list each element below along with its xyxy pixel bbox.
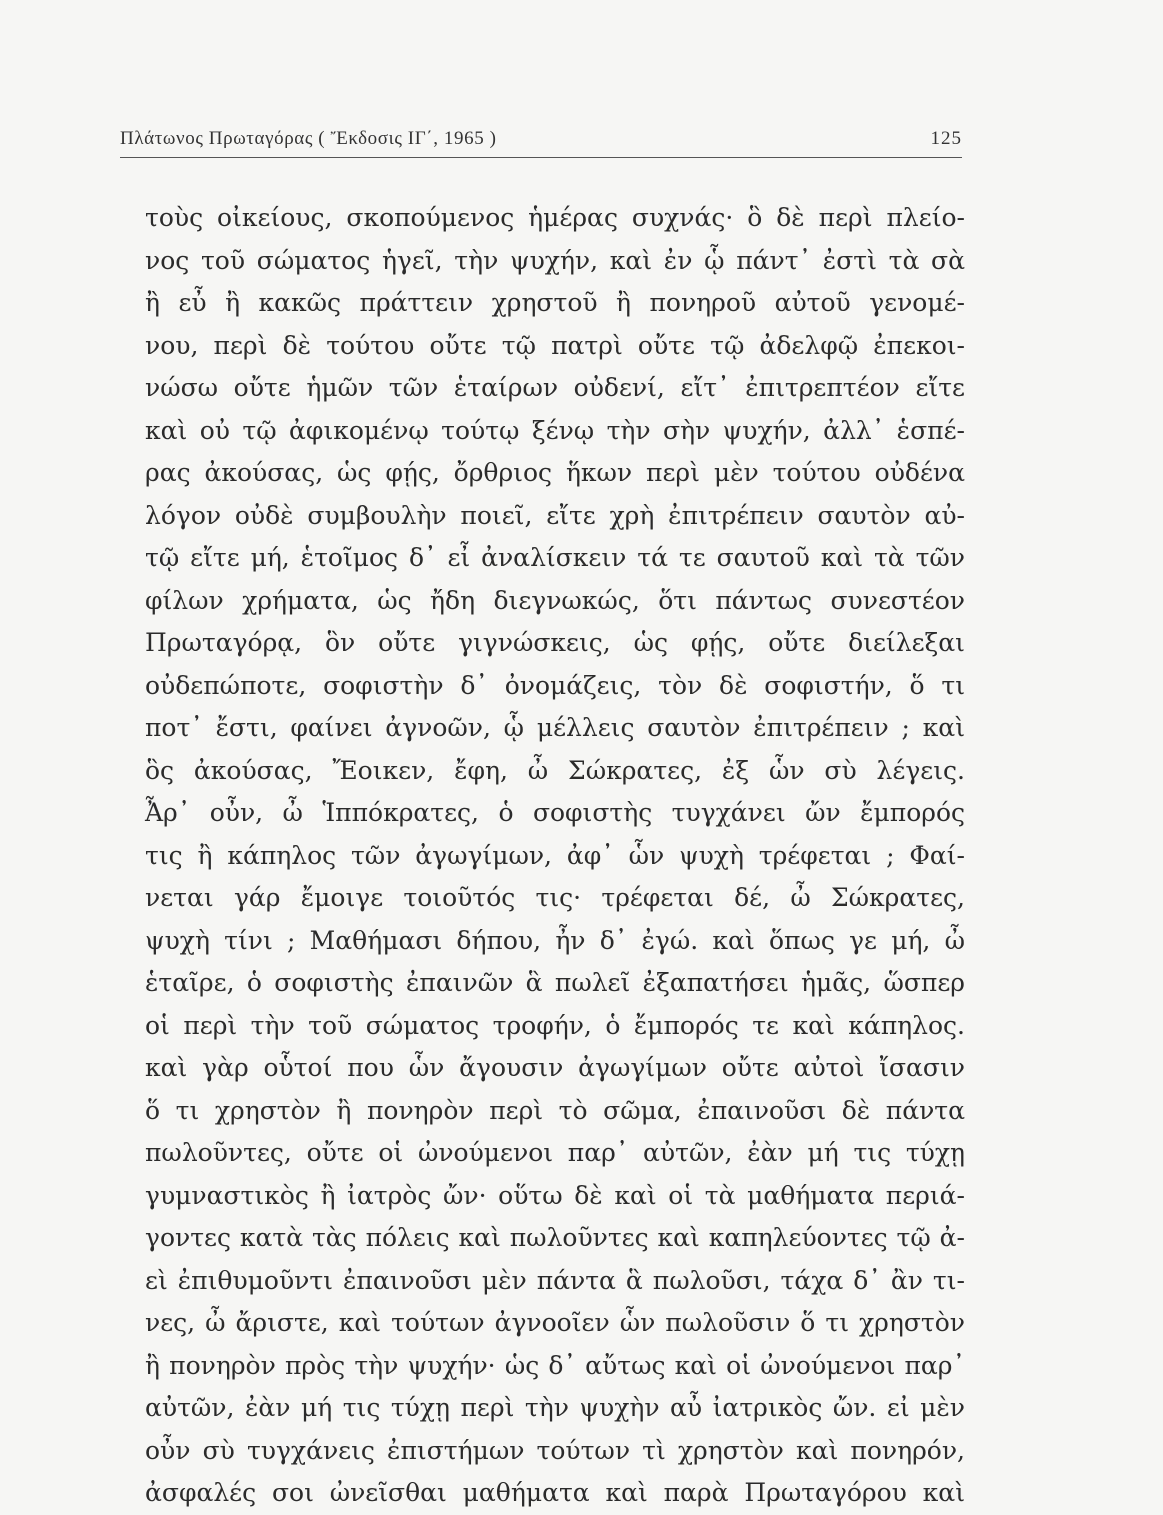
text-line: Πρωταγόρᾳ, ὃν οὔτε γιγνώσκεις, ὡς φῄς, οὔτε διείλεξαι (145, 628, 965, 657)
text-line: Ἆρ᾽ οὖν, ὦ Ἱππόκρατες, ὁ σοφιστὴς τυγχάνει ὤν ἔμπορός (145, 798, 965, 827)
body-text (145, 197, 965, 1515)
text-line: οὐδεπώποτε, σοφιστὴν δ᾽ ὀνομάζεις, τὸν δὲ σοφιστήν, ὅ τι (145, 670, 965, 700)
text-line: καὶ οὐ τῷ ἀφικομένῳ τούτῳ ξένῳ τὴν σὴν ψυχήν, ἀλλ᾽ ἑσπέ- (145, 415, 965, 445)
text-line: εὶ ἐπιθυμοῦντι ἐπαινοῦσι μὲν πάντα ἃ πωλοῦσι, τάχα δ᾽ ἂν τι- (145, 1265, 965, 1295)
text-line: πωλοῦντες, οὔτε οἱ ὠνούμενοι παρ᾽ αὐτῶν, ἐὰν μή τις τύχῃ (145, 1138, 965, 1167)
text-line: ἀσφαλές σοι ὠνεῖσθαι μαθήματα καὶ παρὰ Πρωταγόρου καὶ (145, 1478, 965, 1507)
text-line: καὶ γὰρ οὗτοί που ὧν ἄγουσιν ἀγωγίμων οὔτε αὐτοὶ ἴσασιν (145, 1053, 965, 1082)
text-line: νεται γάρ ἔμοιγε τοιοῦτός τις· τρέφεται δέ, ὦ Σώκρατες, (145, 883, 965, 912)
header-rule (120, 157, 962, 158)
text-line: ὃς ἀκούσας, Ἔοικεν, ἔφη, ὦ Σώκρατες, ἐξ ὧν σὺ λέγεις. (145, 755, 965, 785)
text-line: τῷ εἴτε μή, ἑτοῖμος δ᾽ εἶ ἀναλίσκειν τά τε σαυτοῦ καὶ τὰ τῶν (145, 543, 965, 572)
text-line: γυμναστικὸς ἢ ἰατρὸς ὤν· οὕτω δὲ καὶ οἱ τὰ μαθήματα περιά- (145, 1180, 965, 1210)
text-line: φίλων χρήματα, ὡς ἤδη διεγνωκώς, ὅτι πάντως συνεστέον (145, 585, 965, 615)
text-line: οὖν σὺ τυγχάνεις ἐπιστήμων τούτων τὶ χρηστὸν καὶ πονηρόν, (145, 1435, 965, 1465)
text-line: ἑταῖρε, ὁ σοφιστὴς ἐπαινῶν ἃ πωλεῖ ἐξαπατήσει ἡμᾶς, ὥσπερ (145, 968, 965, 997)
text-line: ἢ εὖ ἢ κακῶς πράττειν χρηστοῦ ἢ πονηροῦ αὐτοῦ γενομέ- (145, 288, 965, 317)
text-line: νος τοῦ σώματος ἡγεῖ, τὴν ψυχήν, καὶ ἐν ᾧ πάντ᾽ ἐστὶ τὰ σὰ (145, 245, 965, 275)
text-line: ὅ τι χρηστὸν ἢ πονηρὸν περὶ τὸ σῶμα, ἐπαινοῦσι δὲ πάντα (145, 1095, 965, 1125)
text-line: νου, περὶ δὲ τούτου οὔτε τῷ πατρὶ οὔτε τῷ ἀδελφῷ ἐπεκοι- (145, 330, 965, 360)
page-number: 125 (930, 128, 962, 149)
text-line: αὐτῶν, ἐὰν μή τις τύχῃ περὶ τὴν ψυχὴν αὖ ἰατρικὸς ὤν. εἰ μὲν (145, 1393, 965, 1422)
text-line: γοντες κατὰ τὰς πόλεις καὶ πωλοῦντες καὶ καπηλεύοντες τῷ ἀ- (145, 1223, 965, 1252)
text-line: ρας ἀκούσας, ὡς φῄς, ὄρθριος ἥκων περὶ μὲν τούτου οὐδένα (145, 458, 965, 487)
text-line: λόγον οὐδὲ συμβουλὴν ποιεῖ, εἴτε χρὴ ἐπιτρέπειν σαυτὸν αὐ- (145, 500, 965, 530)
text-line: τις ἢ κάπηλος τῶν ἀγωγίμων, ἀφ᾽ ὧν ψυχὴ τρέφεται ; Φαί- (145, 840, 965, 870)
text-line: ποτ᾽ ἔστι, φαίνει ἀγνοῶν, ᾧ μέλλεις σαυτὸν ἐπιτρέπειν ; καὶ (145, 713, 965, 742)
text-line: ψυχὴ τίνι ; Μαθήμασι δήπου, ἦν δ᾽ ἐγώ. καὶ ὅπως γε μή, ὦ (145, 925, 965, 955)
text-line: νες, ὦ ἄριστε, καὶ τούτων ἀγνοοῖεν ὧν πωλοῦσιν ὅ τι χρηστὸν (145, 1308, 965, 1337)
text-line: νώσω οὔτε ἡμῶν τῶν ἑταίρων οὐδενί, εἴτ᾽ ἐπιτρεπτέον εἴτε (145, 373, 965, 402)
text-line: οἱ περὶ τὴν τοῦ σώματος τροφήν, ὁ ἔμπορός τε καὶ κάπηλος. (145, 1010, 965, 1040)
text-line: ἢ πονηρὸν πρὸς τὴν ψυχήν· ὡς δ᾽ αὔτως καὶ οἱ ὠνούμενοι παρ᾽ (145, 1350, 965, 1380)
running-head (120, 128, 962, 158)
text-line: τοὺς οἰκείους, σκοπούμενος ἡμέρας συχνάς· ὃ δὲ περὶ πλείο- (145, 203, 965, 232)
running-title: Πλάτωνος Πρωταγόρας ( Ἔκδοσις ΙΓ΄, 1965 ) (120, 128, 497, 149)
